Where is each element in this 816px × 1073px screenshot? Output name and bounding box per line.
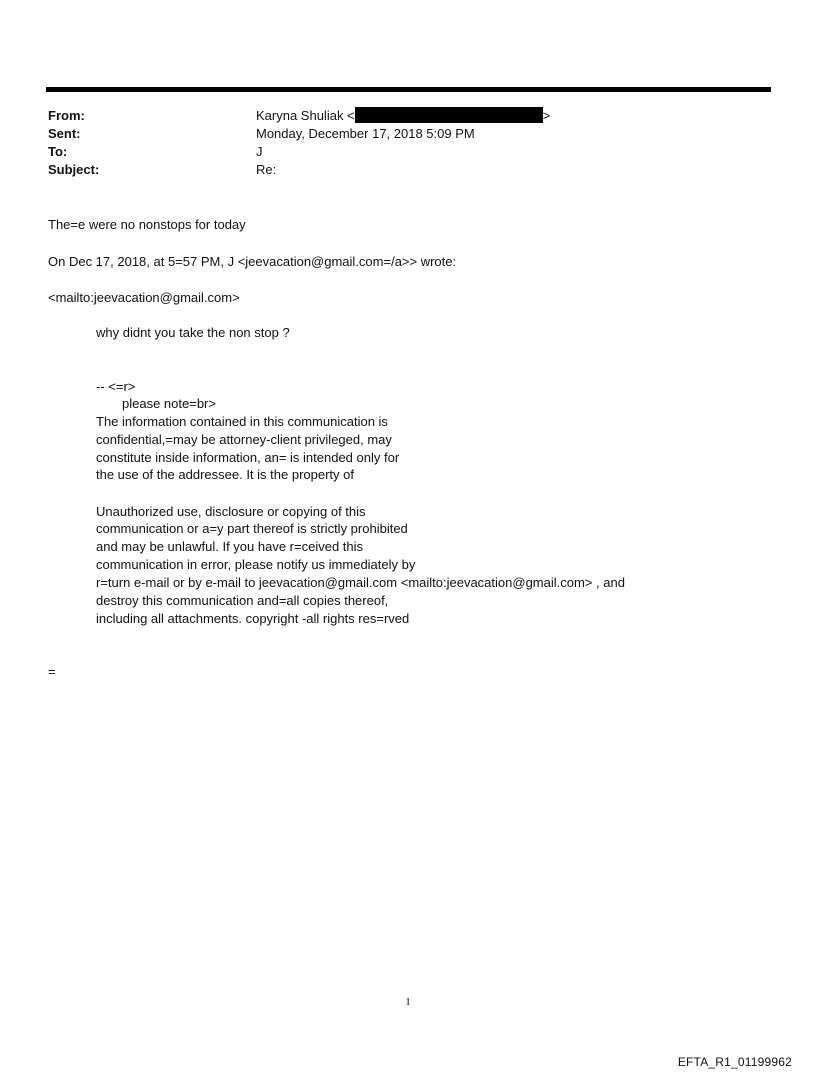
please-note: please note=br> <box>122 396 216 411</box>
disclaimer-line: communication or a=y part thereof is strictly prohibited <box>96 521 408 536</box>
signature-dashes: -- <=r> <box>96 379 136 394</box>
sent-value: Monday, December 17, 2018 5:09 PM <box>256 126 475 141</box>
disclaimer-line: destroy this communication and=all copies thereof, <box>96 593 389 608</box>
quote-attribution: On Dec 17, 2018, at 5=57 PM, J <jeevacation@gmail.com=/a>> wrote: <box>48 254 457 269</box>
subject-value: Re: <box>256 162 277 177</box>
sent-label: Sent: <box>48 126 81 141</box>
disclaimer-line: constitute inside information, an= is intended only for <box>96 450 400 465</box>
trailing-equals: = <box>48 664 56 679</box>
disclaimer-line: communication in error, please notify us immediately by <box>96 557 416 572</box>
disclaimer-line: The information contained in this communication is <box>96 414 388 429</box>
subject-label: Subject: <box>48 162 100 177</box>
disclaimer-line: confidential,=may be attorney-client privileged, may <box>96 432 392 447</box>
disclaimer-line: r=turn e-mail or by e-mail to jeevacation@gmail.com <mailto:jeevacation@gmail.com> , and <box>96 575 625 590</box>
to-value: J <box>256 144 263 159</box>
disclaimer-line: including all attachments. copyright -all rights res=rved <box>96 611 410 626</box>
to-label: To: <box>48 144 68 159</box>
header-rule <box>46 87 771 92</box>
page-number: 1 <box>405 996 411 1008</box>
reply-text: The=e were no nonstops for today <box>48 217 246 232</box>
sender-email-close: > <box>542 108 551 123</box>
from-value <box>256 107 550 125</box>
document-id: EFTA_R1_01199962 <box>677 1055 792 1069</box>
disclaimer-line: Unauthorized use, disclosure or copying of this <box>96 504 366 519</box>
quoted-question: why didnt you take the non stop ? <box>96 325 290 340</box>
sender-name: Karyna Shuliak < <box>256 108 355 123</box>
from-label: From: <box>48 108 85 123</box>
disclaimer-line: the use of the addressee. It is the property of <box>96 467 354 482</box>
redaction-box <box>355 107 543 123</box>
disclaimer-line: and may be unlawful. If you have r=ceived this <box>96 539 364 554</box>
mailto-line: <mailto:jeevacation@gmail.com> <box>48 290 240 305</box>
